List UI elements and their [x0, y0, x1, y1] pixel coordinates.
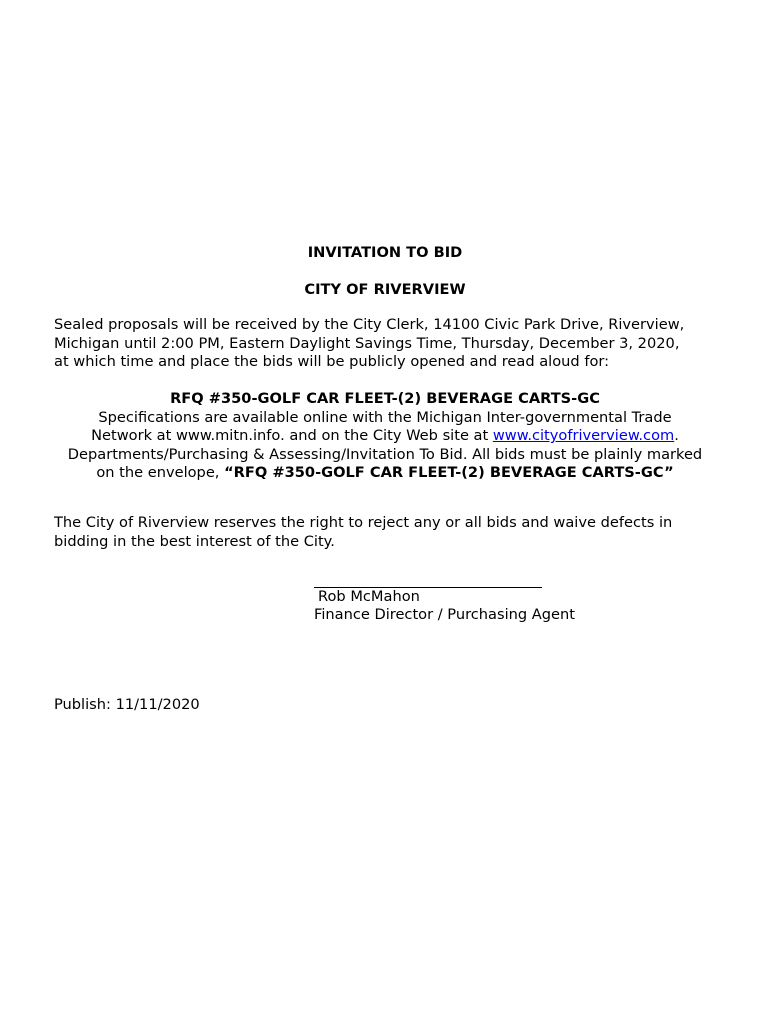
spec-line: Specifications are available online with the Michigan Inter-governmental Trade	[98, 408, 672, 426]
intro-line: Michigan until 2:00 PM, Eastern Daylight Savings Time, Thursday, December 3, 2020,	[54, 334, 680, 352]
city-heading: CITY OF RIVERVIEW	[304, 281, 466, 298]
spec-line	[40, 427, 730, 446]
intro-line: at which time and place the bids will be publicly opened and read aloud for:	[54, 353, 610, 370]
envelope-marking: “RFQ #350-GOLF CAR FLEET-(2) BEVERAGE CARTS-GC”	[224, 464, 674, 481]
spec-text: Network at www.mitn.info. and on the City Web site at	[91, 427, 493, 444]
reserve-paragraph	[54, 514, 734, 551]
reserve-line: The City of Riverview reserves the right to reject any or all bids and waive defects in	[54, 514, 673, 531]
signatory-name: Rob McMahon	[318, 588, 420, 605]
spec-line: Departments/Purchasing & Assessing/Invitation To Bid. All bids must be plainly marked	[67, 445, 703, 463]
spec-text: .	[674, 427, 679, 444]
signatory-title: Finance Director / Purchasing Agent	[314, 606, 575, 623]
rfq-block	[40, 390, 730, 483]
city-website-link[interactable]: www.cityofriverview.com	[492, 427, 675, 444]
rfq-title: RFQ #350-GOLF CAR FLEET-(2) BEVERAGE CARTS-GC	[170, 390, 600, 407]
publish-date: Publish: 11/11/2020	[54, 696, 200, 713]
reserve-line: bidding in the best interest of the City.	[54, 532, 335, 550]
document-title: INVITATION TO BID	[307, 244, 463, 261]
spec-line	[40, 464, 730, 483]
intro-paragraph	[54, 316, 724, 372]
spec-text: on the envelope,	[96, 464, 225, 481]
intro-line: Sealed proposals will be received by the City Clerk, 14100 Civic Park Drive, Riverview,	[54, 316, 685, 333]
